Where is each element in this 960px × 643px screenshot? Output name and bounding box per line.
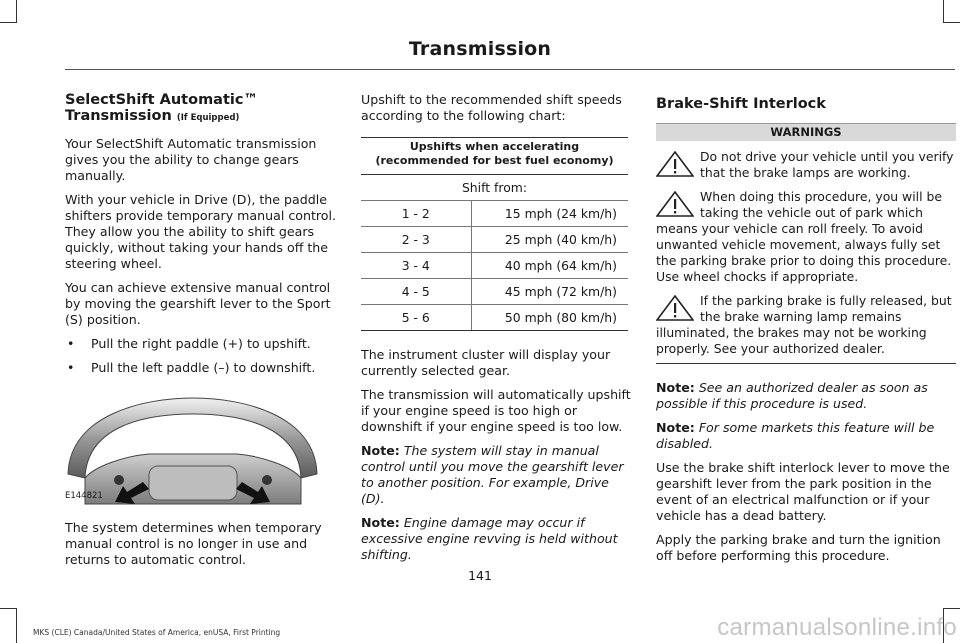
- warnings-header: WARNINGS: [656, 123, 956, 141]
- paragraph: Upshift to the recommended shift speeds according to the following chart:: [361, 92, 622, 123]
- list-item-text: Pull the right paddle (+) to upshift.: [91, 336, 311, 351]
- crop-mark: [16, 608, 17, 643]
- steering-wheel-icon: [65, 394, 320, 509]
- column-brake-shift: [656, 92, 956, 572]
- table-row: [361, 279, 628, 305]
- paragraph: The instrument cluster will display your currently selected gear.: [361, 347, 611, 378]
- warning-text: If the parking brake is fully released, but the brake warning lamp remains illuminated, the brakes may not be working properly. See your authorized dealer.: [656, 293, 952, 356]
- warning-item: [656, 189, 956, 285]
- crop-mark: [0, 22, 17, 23]
- column-shift-chart: [361, 92, 633, 571]
- table-cell-speed: 50 mph (80 km/h): [471, 305, 628, 331]
- table-row: [361, 175, 628, 201]
- note-label: Note:: [361, 443, 400, 458]
- heading-line1: SelectShift Automatic™: [65, 92, 258, 108]
- paragraph: Apply the parking brake and turn the ignition off before performing this procedure.: [656, 532, 941, 563]
- table-cell-speed: 15 mph (24 km/h): [471, 201, 628, 227]
- section-heading: Brake-Shift Interlock: [656, 96, 826, 112]
- title-divider: [65, 69, 955, 70]
- table-cell-gear: 3 - 4: [361, 253, 471, 279]
- crop-mark: [0, 608, 17, 609]
- note-label: Note:: [656, 420, 695, 435]
- heading-line2: Transmission: [65, 108, 172, 124]
- table-subheader: Shift from:: [361, 175, 628, 201]
- section-heading: [65, 92, 338, 126]
- table-cell-gear: 2 - 3: [361, 227, 471, 253]
- note-label: Note:: [361, 515, 400, 530]
- paragraph: Use the brake shift interlock lever to move the gearshift lever from the park position in the event of an electrical malfunction or if your vehicle has a dead battery.: [656, 460, 950, 523]
- note-text: The system will stay in manual control until you move the gearshift lever to another position. For example, Drive (D).: [361, 443, 624, 506]
- shift-speed-table: [361, 137, 628, 331]
- steering-wheel-illustration: [65, 394, 320, 509]
- note-text: Engine damage may occur if excessive engine revving is held without shifting.: [361, 515, 618, 562]
- paragraph: With your vehicle in Drive (D), the paddle shifters provide temporary manual control. They allow you the ability to shift gears quickly, without taking your hands off the steering wheel.: [65, 192, 336, 271]
- table-cell-speed: 40 mph (64 km/h): [471, 253, 628, 279]
- table-header-row: [361, 138, 628, 175]
- crop-mark: [16, 0, 17, 22]
- warning-item: [656, 149, 956, 181]
- warning-triangle-icon: [656, 151, 694, 177]
- list-item: [65, 336, 338, 352]
- note: [656, 420, 956, 452]
- table-cell-gear: 1 - 2: [361, 201, 471, 227]
- list-item: [65, 360, 338, 376]
- crop-mark: [943, 608, 960, 609]
- paragraph: You can achieve extensive manual control by moving the gearshift lever to the Sport (S) position.: [65, 280, 331, 327]
- bullet-list: [65, 336, 338, 376]
- column-selectshift: [65, 92, 338, 576]
- watermark: carmanualsonline.info: [717, 614, 957, 641]
- note-text: See an authorized dealer as soon as possible if this procedure is used.: [656, 380, 928, 411]
- note: [656, 380, 956, 412]
- note-label: Note:: [656, 380, 695, 395]
- page-title: Transmission: [408, 38, 552, 60]
- table-row: [361, 201, 628, 227]
- paragraph: The transmission will automatically upshift if your engine speed is too high or downshift if your engine speed is too low.: [361, 387, 631, 434]
- warning-item: [656, 293, 956, 357]
- note: [361, 443, 633, 507]
- crop-mark: [943, 0, 944, 22]
- paragraph: Your SelectShift Automatic transmission gives you the ability to change gears manually.: [65, 136, 317, 183]
- table-header: Upshifts when accelerating (recommended for best fuel economy): [361, 138, 628, 175]
- warning-triangle-icon: [656, 295, 694, 321]
- heading-suffix: (If Equipped): [176, 113, 240, 123]
- table-row: [361, 305, 628, 331]
- bullet-mark: •: [67, 336, 75, 351]
- table-cell-gear: 4 - 5: [361, 279, 471, 305]
- bullet-mark: •: [67, 360, 75, 375]
- page-number: 141: [468, 568, 492, 583]
- table-cell-speed: 25 mph (40 km/h): [471, 227, 628, 253]
- note-text: For some markets this feature will be disabled.: [656, 420, 935, 451]
- image-reference-label: E144821: [65, 491, 103, 501]
- table-row: [361, 227, 628, 253]
- table-cell-speed: 45 mph (72 km/h): [471, 279, 628, 305]
- list-item-text: Pull the left paddle (–) to downshift.: [91, 360, 316, 375]
- crop-mark: [943, 22, 960, 23]
- warning-triangle-icon: [656, 191, 694, 217]
- paragraph: The system determines when temporary manual control is no longer in use and returns to automatic control.: [65, 520, 322, 567]
- table-cell-gear: 5 - 6: [361, 305, 471, 331]
- footer-text: MKS (CLE) Canada/United States of America, enUSA, First Printing: [33, 628, 281, 637]
- note: [361, 515, 633, 563]
- warning-text: When doing this procedure, you will be taking the vehicle out of park which means your vehicle can roll freely. To avoid unwanted vehicle movement, always fully set the parking brake prior to doing this procedure. Use wheel chocks if appropriate.: [656, 189, 952, 284]
- table-row: [361, 253, 628, 279]
- warning-text: Do not drive your vehicle until you verify that the brake lamps are working.: [700, 149, 954, 180]
